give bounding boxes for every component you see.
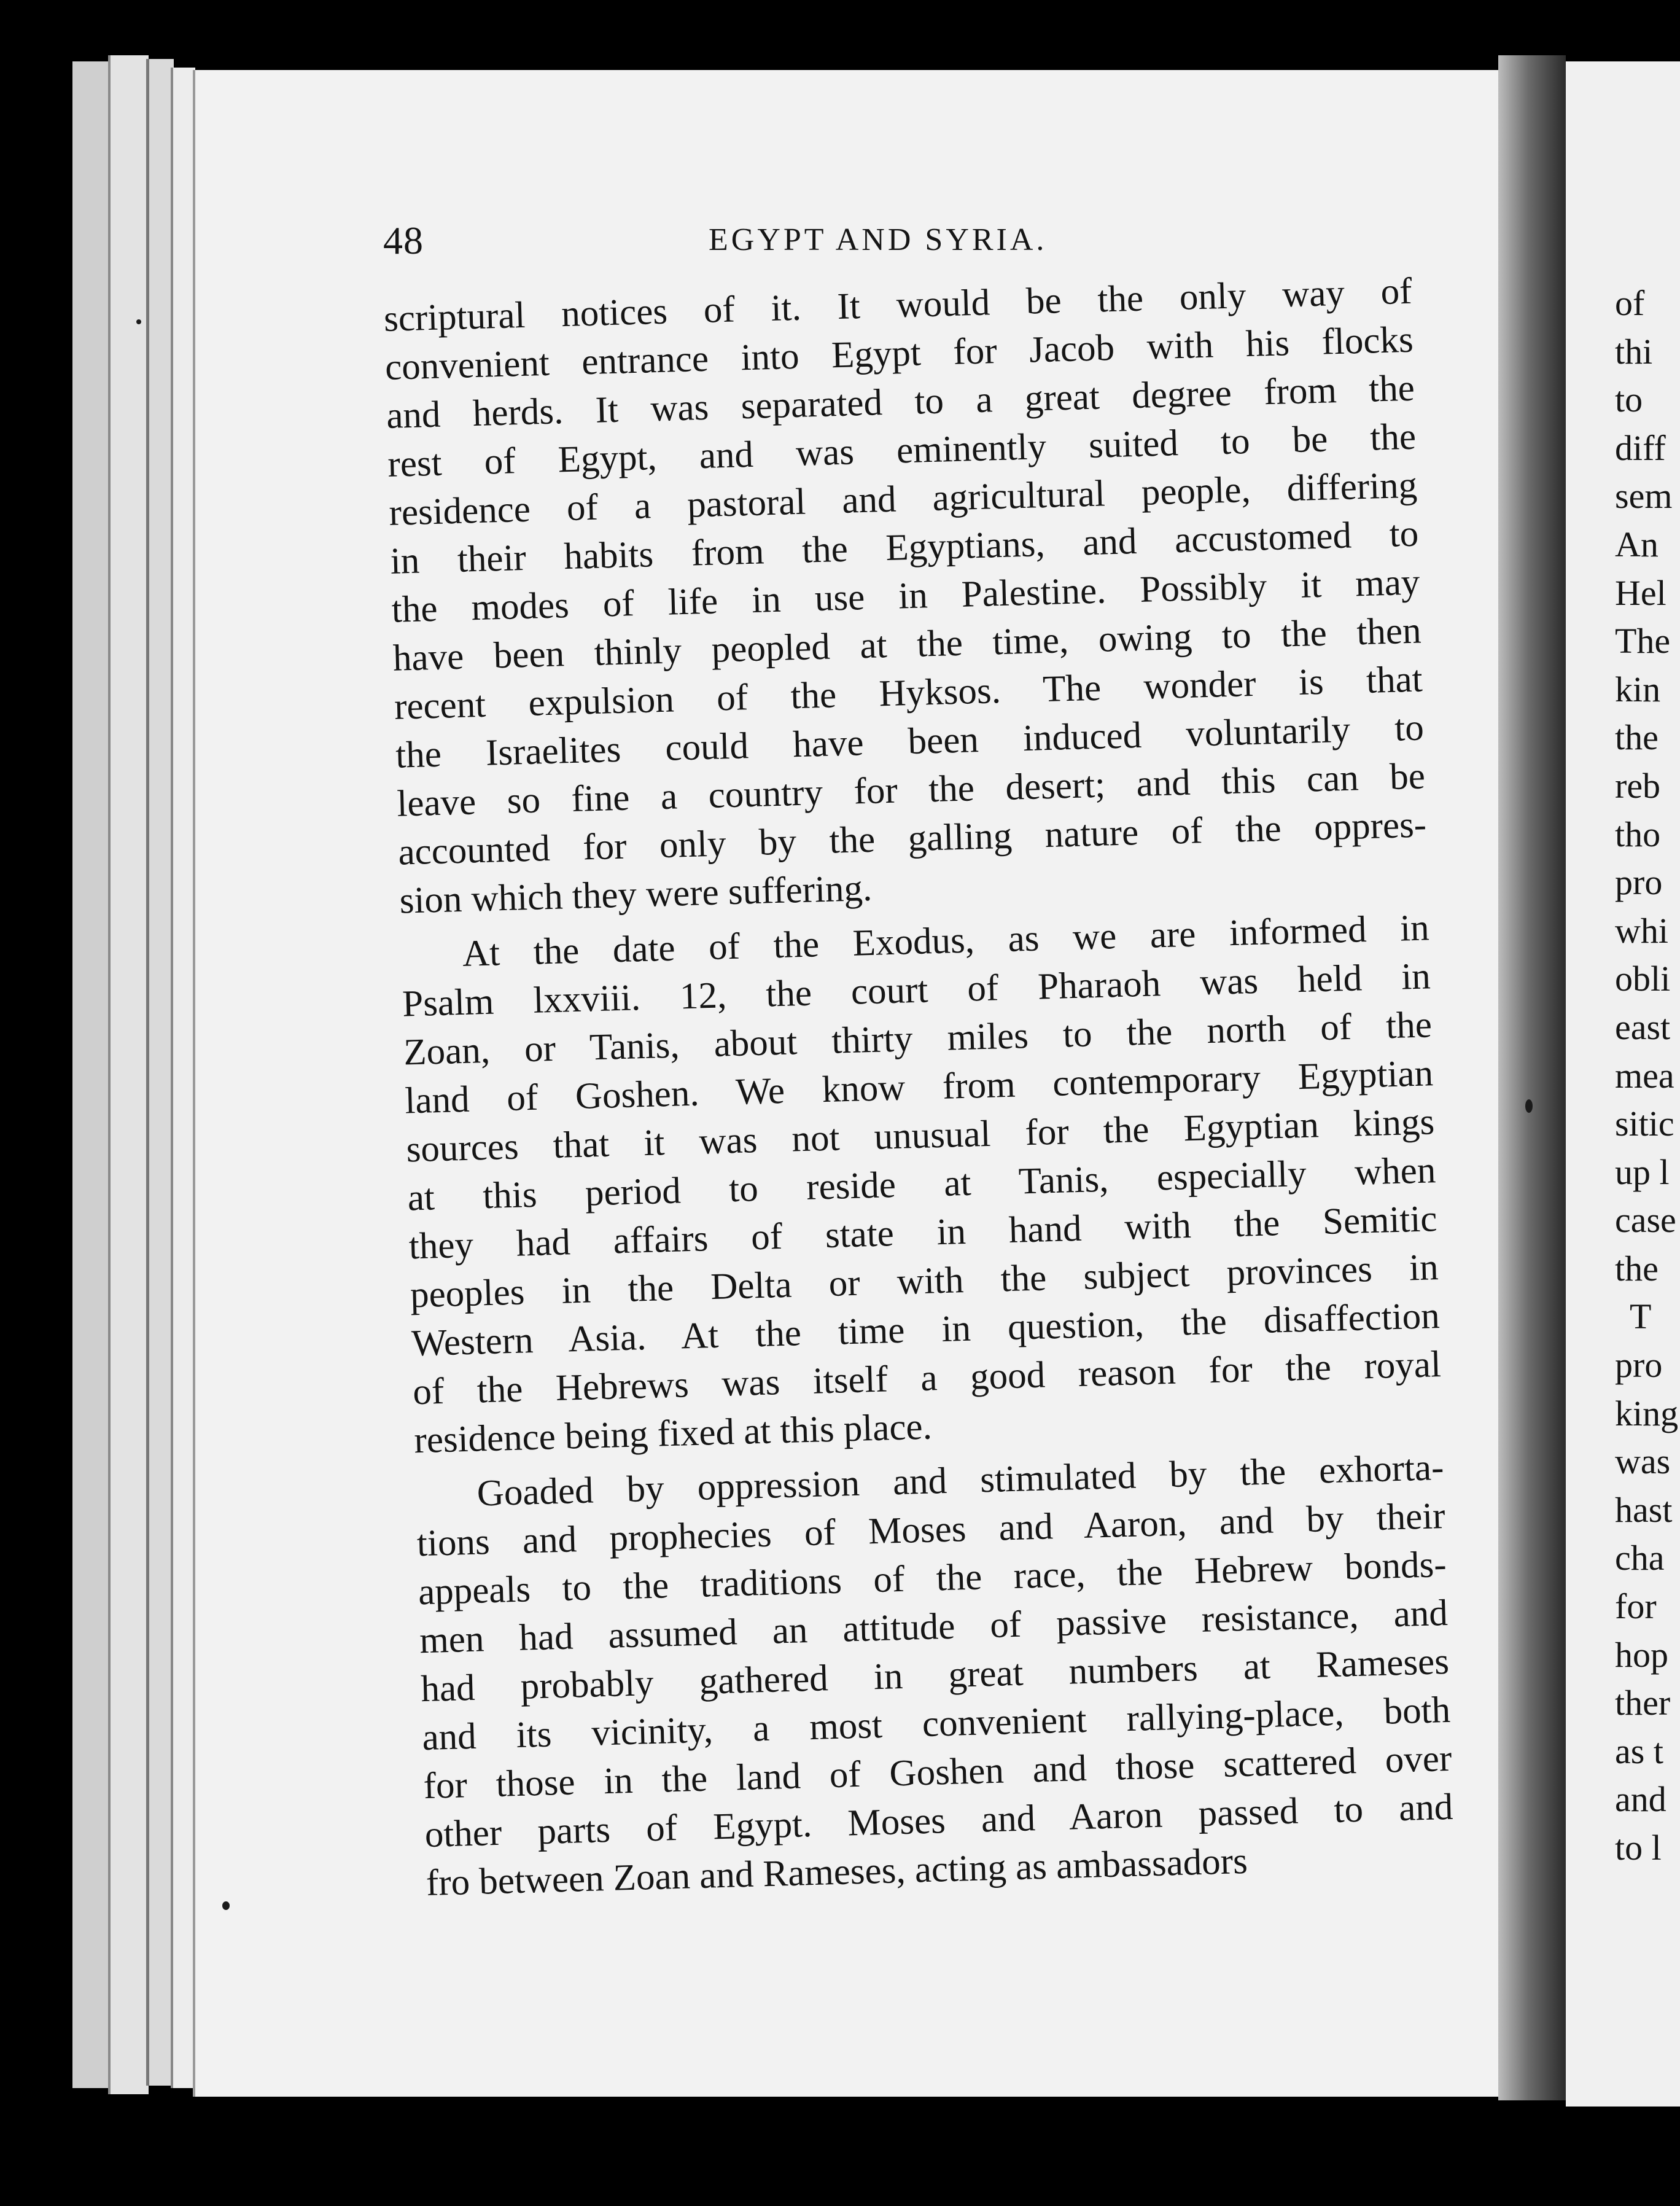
text-line: At the date of the Exodus, as we are informed in <box>462 907 1430 975</box>
text-line: residence being fixed at this place. <box>413 1406 933 1462</box>
text-line: of the Hebrews was itself a good reason for the royal <box>412 1344 1442 1413</box>
text-line: and its vicinity, a most convenient rallying-place, both <box>421 1689 1451 1759</box>
running-head <box>383 218 1415 267</box>
facing-page-line: to <box>1615 380 1643 420</box>
facing-page-line: obli <box>1615 959 1671 999</box>
page-number: 48 <box>383 219 424 262</box>
page-stack-edge <box>108 55 149 2094</box>
text-line: tions and prophecies of Moses and Aaron, and by their <box>416 1495 1446 1565</box>
text-line: peoples in the Delta or with the subject provinces in <box>410 1247 1439 1316</box>
facing-page-line: whi <box>1615 910 1668 951</box>
scan-speck <box>136 319 141 324</box>
facing-page-line: to l <box>1615 1828 1662 1868</box>
paragraph <box>400 903 1443 1465</box>
facing-page-line: tho <box>1615 814 1661 854</box>
facing-page-line: case <box>1615 1200 1676 1241</box>
paragraph <box>383 267 1428 926</box>
text-line: had probably gathered in great numbers at Rameses <box>420 1640 1450 1710</box>
text-line: other parts of Egypt. Moses and Aaron passed to and <box>424 1786 1454 1856</box>
facing-page-line: up l <box>1615 1152 1670 1192</box>
text-line: at this period to reside at Tanis, especially when <box>406 1150 1437 1219</box>
facing-page-line: east <box>1615 1007 1671 1047</box>
facing-page-line: cha <box>1615 1538 1665 1578</box>
facing-page-line: sem <box>1615 476 1673 516</box>
text-line: and herds. It was separated to a great degree from the <box>386 367 1415 437</box>
text-line: convenient entrance into Egypt for Jacob with his flocks <box>384 319 1414 388</box>
facing-page-line: the <box>1615 1248 1659 1288</box>
facing-page-line: diff <box>1615 427 1666 468</box>
facing-page-line: was <box>1615 1441 1671 1482</box>
page-stack-edge <box>146 59 174 2086</box>
text-line: scriptural notices of it. It would be the only way of <box>383 270 1413 340</box>
text-line: Western Asia. At the time in question, the disaffection <box>411 1295 1441 1365</box>
facing-page-line: pro <box>1615 862 1663 903</box>
facing-page-line: hast <box>1615 1489 1673 1530</box>
text-line: leave so fine a country for the desert; and this can be <box>396 755 1426 825</box>
running-title: EGYPT AND SYRIA. <box>709 222 1048 257</box>
text-line: rest of Egypt, and was eminently suited to be the <box>387 416 1417 485</box>
facing-page-line: reb <box>1615 765 1661 806</box>
facing-page-line: the <box>1615 717 1659 758</box>
text-line: recent expulsion of the Hyksos. The wonder is that <box>394 658 1423 728</box>
text-line: the Israelites could have been induced voluntarily to <box>395 707 1425 776</box>
facing-page-line: hop <box>1615 1634 1668 1675</box>
facing-page-line: The <box>1615 621 1671 661</box>
text-line: for those in the land of Goshen and those scattered over <box>422 1737 1453 1807</box>
facing-page-text <box>1615 279 1680 1873</box>
text-line: men had assumed an attitude of passive resistance, and <box>419 1592 1449 1662</box>
scan-speck <box>1525 1099 1533 1113</box>
text-line: have been thinly peopled at the time, owing to the then <box>392 610 1422 679</box>
facing-page-line: An <box>1615 524 1659 564</box>
text-line: appeals to the traditions of the race, the Hebrew bonds- <box>418 1543 1447 1613</box>
text-line: in their habits from the Egyptians, and accustomed to <box>389 513 1420 582</box>
facing-page-line: sitic <box>1615 1104 1674 1144</box>
text-line: the modes of life in use in Palestine. Possibly it may <box>391 561 1421 631</box>
text-line: Psalm lxxviii. 12, the court of Pharaoh was held in <box>402 956 1431 1025</box>
body-text <box>383 267 1455 1914</box>
facing-page-line: and <box>1615 1779 1666 1820</box>
facing-page-line: mea <box>1615 1055 1674 1096</box>
facing-page-line: of <box>1615 283 1645 323</box>
text-line: Goaded by oppression and stimulated by the exhorta- <box>476 1446 1445 1514</box>
text-line: Zoan, or Tanis, about thirty miles to the north of the <box>403 1004 1433 1074</box>
text-line: sources that it was not unusual for the Egyptian kings <box>405 1101 1435 1171</box>
book-gutter <box>1498 55 1566 2100</box>
text-line: fro between Zoan and Rameses, acting as ambassadors <box>426 1840 1248 1904</box>
text-line: residence of a pastoral and agricultural people, differing <box>388 464 1418 534</box>
paragraph <box>415 1443 1455 1908</box>
facing-page-line: thi <box>1615 331 1653 372</box>
text-line: they had affairs of state in hand with the Semitic <box>408 1198 1438 1268</box>
facing-page-line: pro <box>1615 1345 1663 1386</box>
facing-page-line: kin <box>1615 669 1661 709</box>
text-line: accounted for only by the galling nature of the oppres- <box>397 804 1427 873</box>
text-line: land of Goshen. We know from contemporary Egyptian <box>404 1053 1434 1122</box>
scan-speck <box>222 1901 230 1910</box>
facing-page-line: as t <box>1615 1731 1663 1771</box>
facing-page-line: for <box>1615 1586 1657 1627</box>
page-stack-edge <box>72 61 108 2088</box>
page-stack-edge <box>171 68 195 2088</box>
text-line: sion which they were suffering. <box>399 867 873 922</box>
facing-page-line: Hel <box>1615 572 1666 613</box>
facing-page-line: king <box>1615 1393 1679 1433</box>
facing-page-line: T <box>1630 1296 1652 1337</box>
facing-page-line: ther <box>1615 1683 1671 1723</box>
